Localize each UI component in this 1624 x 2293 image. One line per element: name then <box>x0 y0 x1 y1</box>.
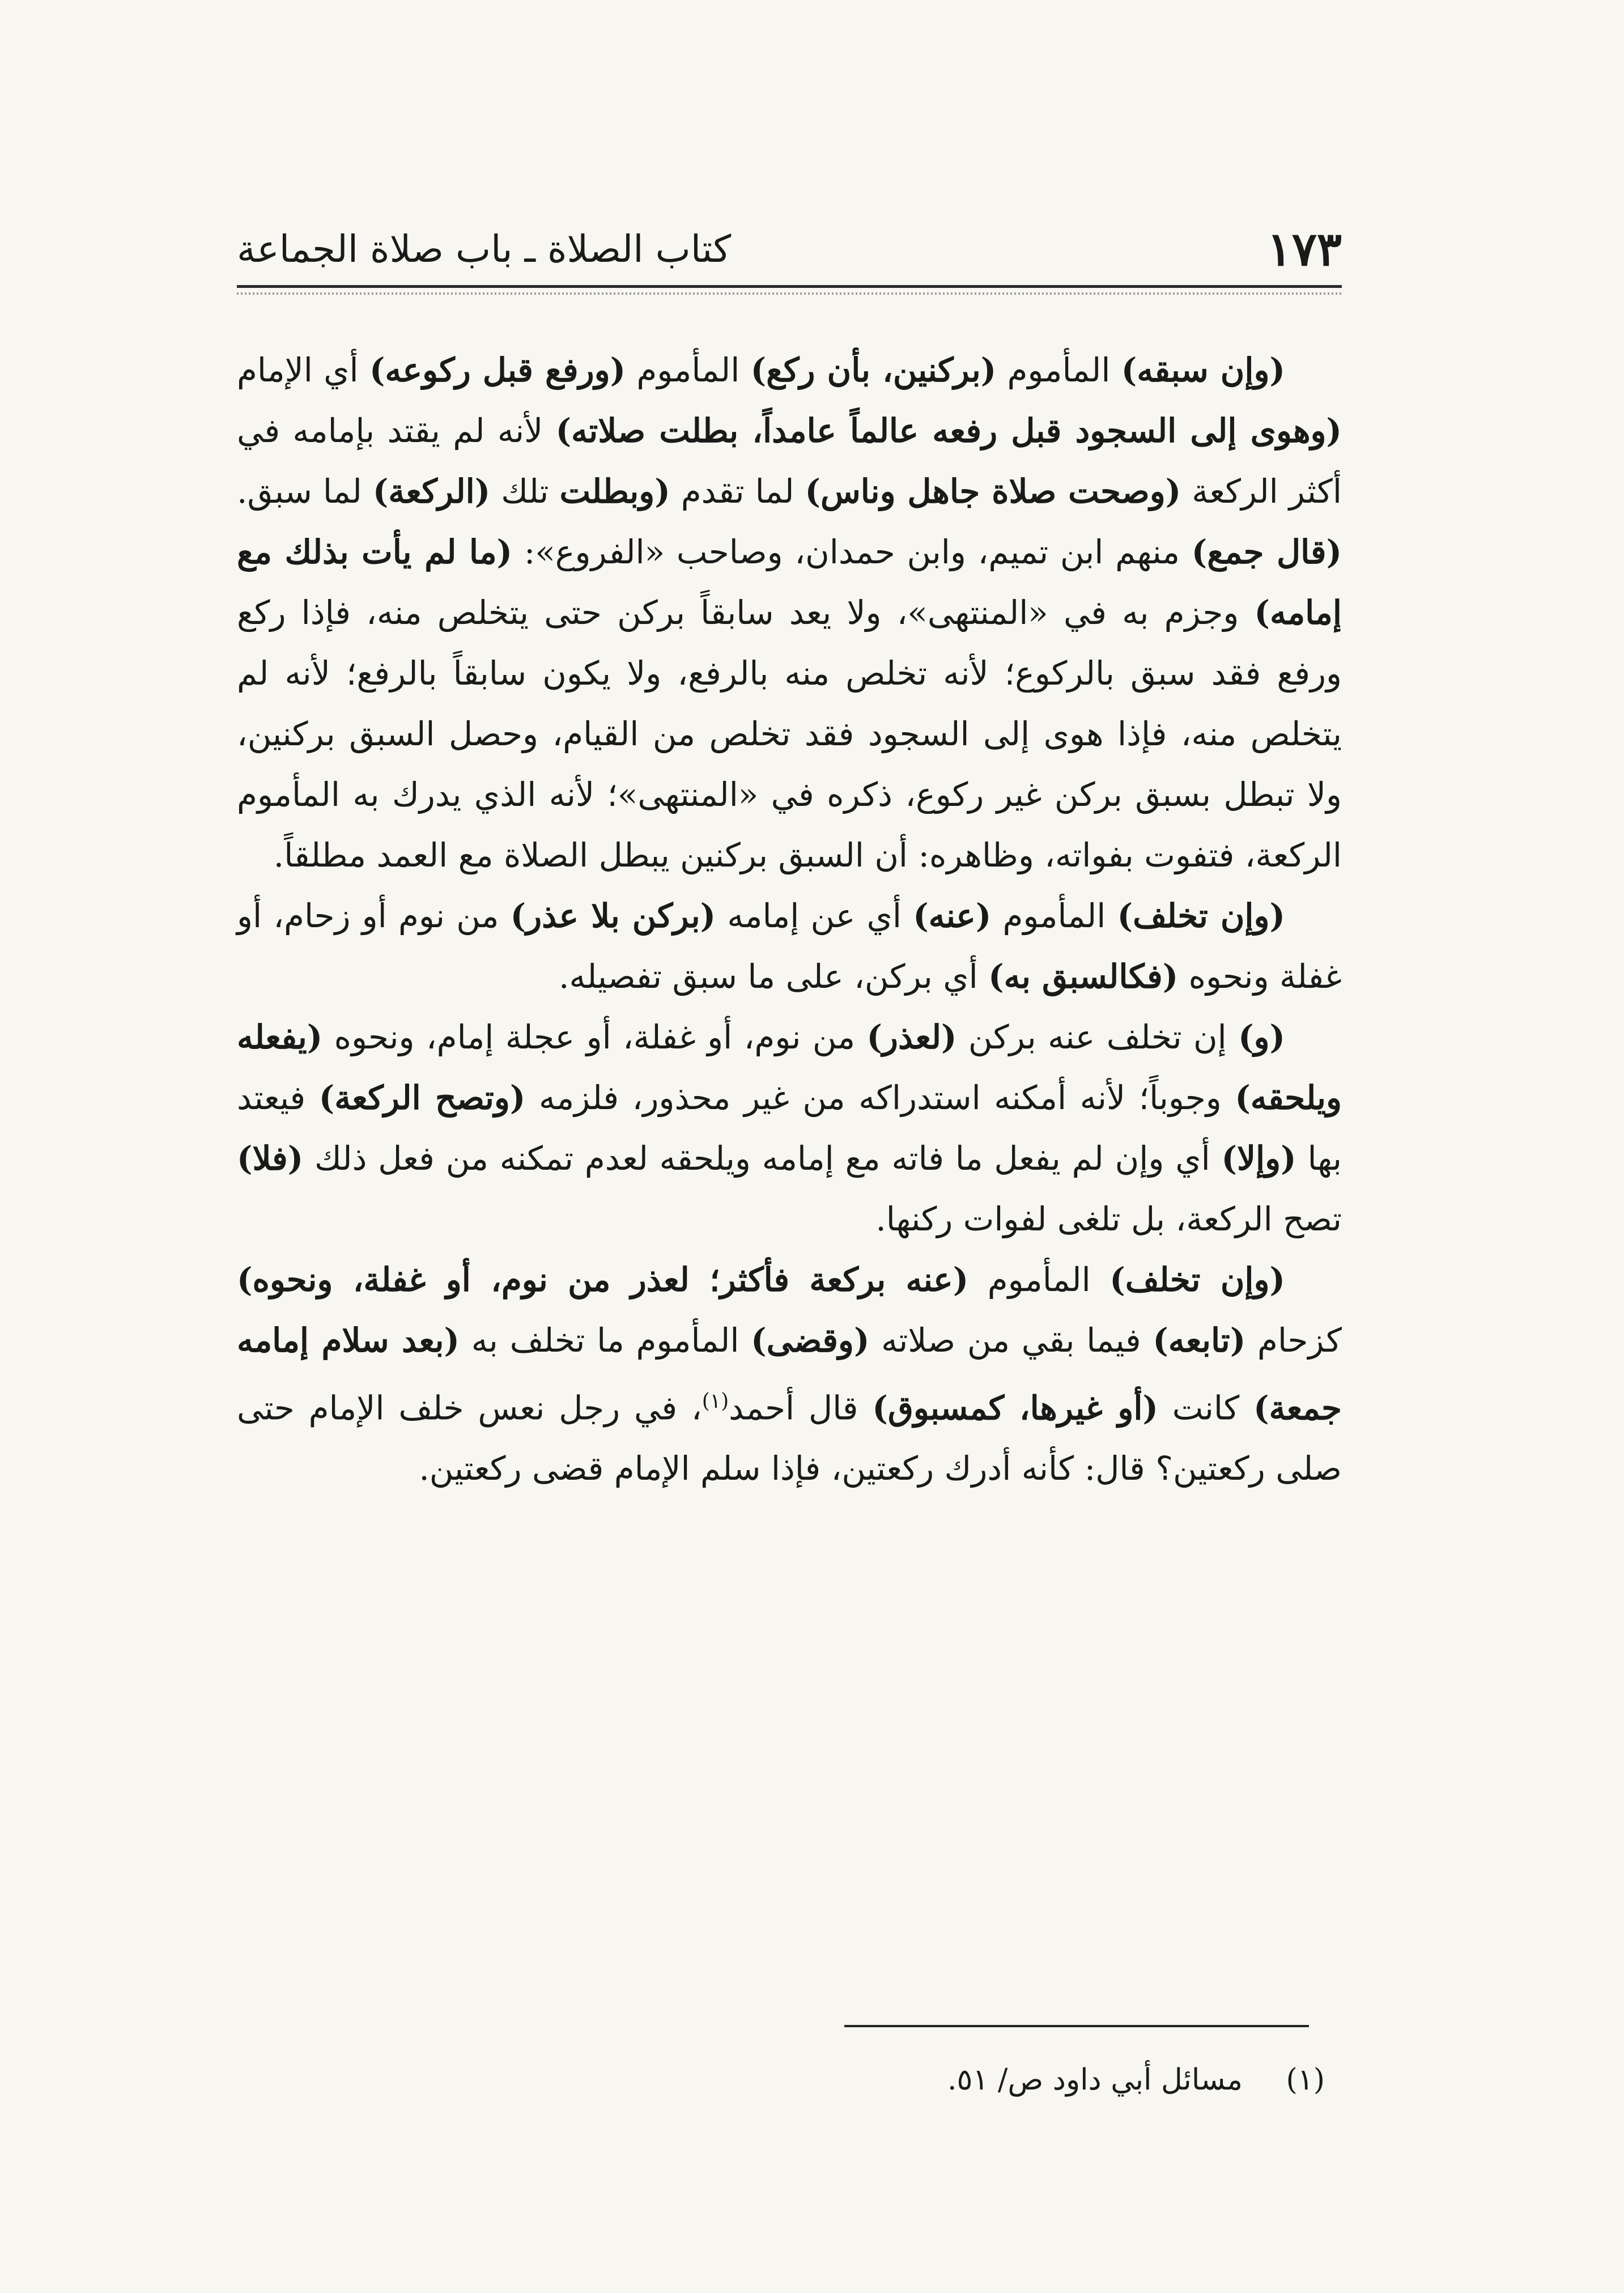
text-run: كزحام <box>1245 1321 1342 1360</box>
text-run: لما تقدم <box>670 472 805 511</box>
footnote-ref: (١) <box>702 1390 729 1413</box>
footnote-rule <box>844 2025 1309 2027</box>
bold-phrase: (قال جمع) <box>1191 533 1342 571</box>
footnote-text: مسائل أبي داود ص/ ٥١. <box>947 2063 1243 2097</box>
text-run: فيما بقي من صلاته <box>869 1321 1153 1360</box>
bold-phrase: (وإن تخلف) <box>1109 1260 1285 1299</box>
text-run: من نوم أو زحام، أو غفلة ونحوه <box>237 897 1342 996</box>
text-run: تلك <box>490 472 560 511</box>
text-run: المأموم ما تخلف به <box>460 1321 751 1360</box>
text-run: قال أحمد <box>729 1388 873 1428</box>
running-title: كتاب الصلاة ـ باب صلاة الجماعة <box>237 227 732 271</box>
text-run: لما سبق. <box>237 472 373 511</box>
text-run: فيعتد بها <box>237 1078 1342 1178</box>
text-run: من نوم، أو غفلة، أو عجلة إمام، ونحوه <box>322 1018 867 1056</box>
text-run: ، في رجل نعس خلف الإمام حتى صلى ركعتين؟ قال: كأنه أدرك ركعتين، فإذا سلم الإمام قضى ركعتين. <box>237 1388 1342 1488</box>
bold-phrase: (أو غيرها، كمسبوق) <box>872 1388 1158 1428</box>
paragraph <box>237 1250 1342 1499</box>
text-run: أي وإن لم يفعل ما فاته مع إمامه ويلحقه لعدم تمكنه من فعل ذلك <box>303 1139 1222 1178</box>
running-header <box>237 218 1342 281</box>
text-run: وجوباً؛ لأنه أمكنه استدراكه من غير محذور، فلزمه <box>525 1078 1235 1117</box>
bold-phrase: (فلا) <box>237 1139 304 1178</box>
bold-phrase: (فكالسبق به) <box>988 957 1179 996</box>
bold-phrase: (الركعة) <box>372 472 491 511</box>
text-run: المأموم <box>991 897 1117 935</box>
bold-phrase: (وبطلت <box>559 472 670 511</box>
paragraph <box>237 1007 1342 1250</box>
text-run: وجزم به في «المنتهى»، ولا يعد سابقاً بركن حتى يتخلص منه، فإذا ركع ورفع فقد سبق بالركوع؛ لأنه تخلص منه بالرفع، ولا يكون سابقاً بالرفع؛ لأنه لم يتخلص منه، فإذا هوى إلى السجود فقد تخلص من القيام، وحصل السبق بركنين، ولا تبطل بسبق بركن غير ركوع، ذكره في «المنتهى»؛ لأنه الذي يدرك به المأموم الركعة، فتفوت بفواته، وظاهره: أن السبق بركنين يبطل الصلاة مع العمد مطلقاً. <box>237 593 1342 874</box>
bold-phrase: (وقضى) <box>751 1321 870 1360</box>
paragraph <box>237 886 1342 1007</box>
text-run: منهم ابن تميم، وابن حمدان، وصاحب «الفروع»: <box>512 533 1192 571</box>
text-run: المأموم <box>968 1260 1110 1299</box>
bold-phrase: (وإن تخلف) <box>1117 897 1285 935</box>
bold-phrase: (عنه) <box>913 897 992 935</box>
text-run: تصح الركعة، بل تلغى لفوات ركنها. <box>875 1200 1342 1238</box>
bold-phrase: (بركن بلا عذر) <box>510 897 716 935</box>
bold-phrase: (وتصح الركعة) <box>318 1078 526 1117</box>
bold-phrase: (تابعه) <box>1153 1321 1246 1360</box>
text-run: لأنه لم يقتد بإمامه في أكثر الركعة <box>237 411 1342 511</box>
text-run: إن تخلف عنه بركن <box>956 1018 1239 1056</box>
bold-phrase: (وإن سبقه) <box>1121 351 1285 389</box>
text-run: المأموم <box>626 351 751 389</box>
bold-phrase: (وهوى إلى السجود قبل رفعه عالماً عامداً، بطلت صلاته) <box>555 411 1342 450</box>
bold-phrase: (لعذر) <box>866 1018 957 1056</box>
page-number: ١٧٣ <box>1266 222 1342 277</box>
footnote-number: (١) <box>1286 2063 1325 2097</box>
text-run: أي الإمام <box>237 351 369 389</box>
bold-phrase: (يفعله ويلحقه) <box>237 1018 1342 1117</box>
bold-phrase: (ورفع قبل ركوعه) <box>369 351 626 389</box>
text-run: كانت <box>1158 1388 1254 1428</box>
bold-phrase: (وصحت صلاة جاهل وناس) <box>805 472 1181 511</box>
bold-phrase: (بعد سلام إمامه جمعة) <box>237 1321 1342 1428</box>
bold-phrase: (عنه بركعة فأكثر؛ لعذر من نوم، أو غفلة، ونحوه) <box>237 1260 969 1299</box>
bold-phrase: (و) <box>1238 1018 1285 1056</box>
bold-phrase: (وإلا) <box>1221 1139 1296 1178</box>
paragraph <box>237 340 1342 886</box>
text-run: أي بركن، على ما سبق تفصيله. <box>559 957 989 996</box>
bold-phrase: (ما لم يأت بذلك مع إمامه) <box>237 533 1342 632</box>
text-run: أي عن إمامه <box>716 897 913 935</box>
header-rule <box>237 285 1342 296</box>
text-run: المأموم <box>996 351 1121 389</box>
bold-phrase: (بركنين، بأن ركع) <box>750 351 997 389</box>
main-text <box>237 340 1342 1499</box>
footnote <box>237 2052 1325 2108</box>
